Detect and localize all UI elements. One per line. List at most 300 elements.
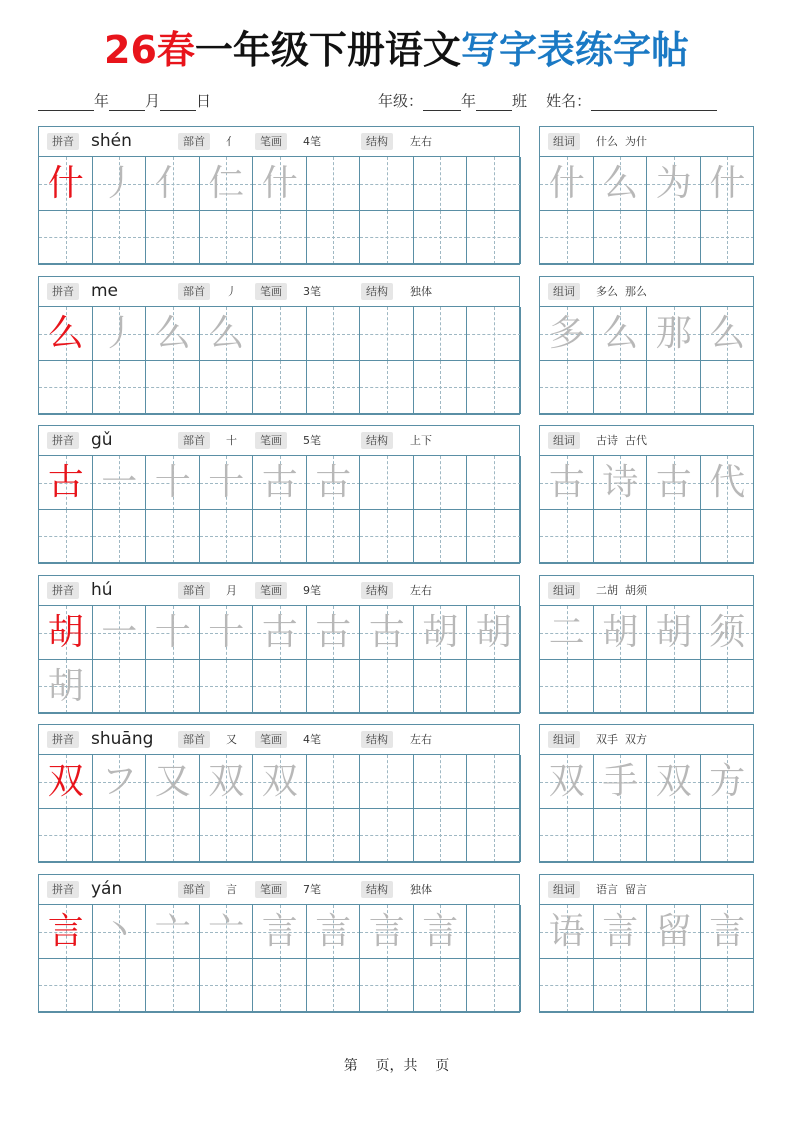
writing-cell[interactable]: [467, 157, 521, 211]
strokes-value: 5笔: [303, 434, 321, 447]
words-value: 古诗 古代: [596, 434, 647, 447]
writing-cell[interactable]: [93, 211, 147, 265]
cell-border: [307, 959, 361, 1013]
writing-cell[interactable]: [253, 307, 307, 361]
writing-cell[interactable]: [307, 905, 361, 959]
trace-character: 一: [101, 612, 138, 653]
word-cell[interactable]: [647, 755, 701, 809]
radical-value: 十: [226, 434, 237, 447]
cell-border: [360, 157, 414, 211]
month-blank[interactable]: [109, 95, 145, 111]
cell-border: [594, 660, 648, 714]
writing-cell[interactable]: [307, 755, 361, 809]
trace-character: 二: [548, 612, 585, 653]
writing-cell[interactable]: [414, 755, 468, 809]
character-card: [38, 724, 520, 863]
character-header: [39, 576, 519, 606]
pinyin-tag: 拼音: [47, 731, 79, 748]
trace-character: 代: [709, 462, 746, 503]
words-value: 语言 留言: [596, 883, 647, 896]
writing-cell[interactable]: [93, 959, 147, 1013]
cell-border: [467, 211, 521, 265]
strokes-value: 4笔: [303, 135, 321, 148]
writing-cell[interactable]: [93, 606, 147, 660]
word-cell[interactable]: [701, 809, 755, 863]
writing-cell[interactable]: [146, 809, 200, 863]
cell-border: [414, 157, 468, 211]
structure-value: 左右: [410, 135, 432, 148]
writing-cell[interactable]: [39, 361, 93, 415]
word-cell[interactable]: [701, 959, 755, 1013]
word-cell[interactable]: [647, 307, 701, 361]
structure-tag: 结构: [361, 582, 393, 599]
writing-cell[interactable]: [93, 456, 147, 510]
writing-cell[interactable]: [360, 456, 414, 510]
word-cell[interactable]: [647, 510, 701, 564]
trace-character: 言: [315, 911, 352, 952]
writing-cell[interactable]: [39, 456, 93, 510]
cell-border: [360, 211, 414, 265]
cell-border: [93, 959, 147, 1013]
trace-character: 十: [208, 462, 245, 503]
cell-border: [307, 809, 361, 863]
word-cell[interactable]: [540, 510, 594, 564]
word-cell[interactable]: [701, 606, 755, 660]
word-cell[interactable]: [594, 456, 648, 510]
writing-cell[interactable]: [146, 959, 200, 1013]
year-blank[interactable]: [38, 95, 94, 111]
cell-border: [540, 660, 594, 714]
writing-cell[interactable]: [253, 361, 307, 415]
trace-character: 双: [548, 761, 585, 802]
word-cell[interactable]: [594, 361, 648, 415]
class-label: 班: [512, 92, 528, 110]
structure-tag: 结构: [361, 133, 393, 150]
word-cell[interactable]: [701, 307, 755, 361]
writing-cell[interactable]: [200, 755, 254, 809]
writing-cell[interactable]: [200, 809, 254, 863]
cell-border: [146, 510, 200, 564]
word-cell[interactable]: [540, 959, 594, 1013]
grade-year-blank[interactable]: [423, 95, 461, 111]
word-cell[interactable]: [594, 755, 648, 809]
writing-cell[interactable]: [467, 211, 521, 265]
cell-border: [467, 456, 521, 510]
radical-value: 月: [226, 584, 237, 597]
cell-border: [414, 809, 468, 863]
cell-border: [414, 361, 468, 415]
writing-cell[interactable]: [360, 660, 414, 714]
cell-border: [146, 660, 200, 714]
word-cell[interactable]: [540, 456, 594, 510]
cell-border: [253, 809, 307, 863]
writing-cell[interactable]: [360, 959, 414, 1013]
model-character: 双: [47, 761, 84, 802]
structure-value: 独体: [410, 285, 432, 298]
word-cell[interactable]: [540, 157, 594, 211]
writing-cell[interactable]: [414, 211, 468, 265]
trace-character: 留: [655, 911, 692, 952]
word-cell[interactable]: [594, 660, 648, 714]
class-blank[interactable]: [476, 95, 512, 111]
cell-border: [467, 755, 521, 809]
cell-border: [647, 809, 701, 863]
pinyin-tag: 拼音: [47, 881, 79, 898]
word-cell[interactable]: [647, 456, 701, 510]
grade-year-label: 年: [461, 92, 477, 110]
character-header: [39, 725, 519, 755]
writing-cell[interactable]: [360, 510, 414, 564]
word-cell[interactable]: [540, 809, 594, 863]
writing-cell[interactable]: [414, 157, 468, 211]
character-header: [39, 127, 519, 157]
writing-cell[interactable]: [146, 361, 200, 415]
radical-tag: 部首: [178, 582, 210, 599]
cell-border: [647, 510, 701, 564]
writing-cell[interactable]: [414, 606, 468, 660]
writing-cell[interactable]: [467, 510, 521, 564]
word-cell[interactable]: [647, 211, 701, 265]
pinyin-tag: 拼音: [47, 432, 79, 449]
day-blank[interactable]: [160, 95, 196, 111]
word-cell[interactable]: [701, 510, 755, 564]
trace-character: 么: [154, 313, 191, 354]
strokes-tag: 笔画: [255, 881, 287, 898]
writing-cell[interactable]: [146, 905, 200, 959]
writing-cell[interactable]: [93, 660, 147, 714]
writing-cell[interactable]: [146, 510, 200, 564]
word-cell[interactable]: [647, 157, 701, 211]
trace-character: 胡: [475, 612, 512, 653]
writing-cell[interactable]: [307, 211, 361, 265]
cell-border: [540, 959, 594, 1013]
strokes-tag: 笔画: [255, 283, 287, 300]
trace-character: 胡: [602, 612, 639, 653]
writing-cell[interactable]: [93, 307, 147, 361]
structure-tag: 结构: [361, 731, 393, 748]
trace-character: 须: [709, 612, 746, 653]
word-cell[interactable]: [647, 361, 701, 415]
writing-cell[interactable]: [360, 157, 414, 211]
cell-border: [414, 456, 468, 510]
word-cell[interactable]: [594, 959, 648, 1013]
writing-cell[interactable]: [467, 361, 521, 415]
word-cell[interactable]: [540, 361, 594, 415]
writing-cell[interactable]: [146, 606, 200, 660]
writing-cell[interactable]: [253, 211, 307, 265]
strokes-tag: 笔画: [255, 731, 287, 748]
pinyin-value: shuāng: [91, 729, 154, 749]
writing-cell[interactable]: [253, 809, 307, 863]
word-cell[interactable]: [540, 755, 594, 809]
writing-cell[interactable]: [360, 307, 414, 361]
writing-cell[interactable]: [93, 510, 147, 564]
writing-cell[interactable]: [39, 510, 93, 564]
strokes-value: 4笔: [303, 733, 321, 746]
structure-value: 左右: [410, 584, 432, 597]
radical-tag: 部首: [178, 881, 210, 898]
cell-border: [253, 307, 307, 361]
cell-border: [701, 959, 755, 1013]
writing-cell[interactable]: [200, 307, 254, 361]
name-blank[interactable]: [591, 95, 717, 111]
word-cell[interactable]: [701, 211, 755, 265]
writing-cell[interactable]: [307, 456, 361, 510]
word-cell[interactable]: [647, 606, 701, 660]
word-cell[interactable]: [701, 660, 755, 714]
word-cell[interactable]: [701, 755, 755, 809]
writing-cell[interactable]: [39, 905, 93, 959]
cell-border: [467, 809, 521, 863]
model-character: 么: [47, 313, 84, 354]
cell-border: [307, 660, 361, 714]
cell-border: [200, 809, 254, 863]
cell-border: [701, 510, 755, 564]
writing-cell[interactable]: [414, 510, 468, 564]
words-card: [539, 874, 754, 1013]
words-card: [539, 425, 754, 564]
writing-cell[interactable]: [360, 361, 414, 415]
writing-cell[interactable]: [360, 905, 414, 959]
word-cell[interactable]: [540, 905, 594, 959]
cell-border: [93, 361, 147, 415]
writing-cell[interactable]: [39, 211, 93, 265]
trace-character: 一: [101, 462, 138, 503]
writing-cell[interactable]: [39, 755, 93, 809]
word-cell[interactable]: [647, 905, 701, 959]
writing-cell[interactable]: [146, 660, 200, 714]
writing-cell[interactable]: [307, 606, 361, 660]
word-cell[interactable]: [594, 157, 648, 211]
word-cell[interactable]: [594, 211, 648, 265]
word-cell[interactable]: [540, 211, 594, 265]
writing-cell[interactable]: [253, 959, 307, 1013]
writing-cell[interactable]: [253, 456, 307, 510]
word-cell[interactable]: [701, 456, 755, 510]
writing-cell[interactable]: [467, 660, 521, 714]
character-card: [38, 874, 520, 1013]
word-cell[interactable]: [540, 660, 594, 714]
writing-cell[interactable]: [307, 510, 361, 564]
writing-cell[interactable]: [467, 905, 521, 959]
trace-character: 古: [261, 612, 298, 653]
word-cell[interactable]: [701, 361, 755, 415]
cell-border: [467, 959, 521, 1013]
trace-character: 言: [368, 911, 405, 952]
radical-tag: 部首: [178, 133, 210, 150]
writing-cell[interactable]: [467, 755, 521, 809]
word-cell[interactable]: [594, 307, 648, 361]
writing-cell[interactable]: [253, 905, 307, 959]
writing-cell[interactable]: [39, 606, 93, 660]
radical-tag: 部首: [178, 432, 210, 449]
trace-character: 方: [709, 761, 746, 802]
trace-character: 么: [208, 313, 245, 354]
word-cell[interactable]: [594, 905, 648, 959]
writing-cell[interactable]: [93, 361, 147, 415]
writing-cell[interactable]: [467, 809, 521, 863]
title-practice: 写字表练字帖: [460, 28, 689, 72]
trace-character: 双: [208, 761, 245, 802]
cell-border: [253, 959, 307, 1013]
model-character: 古: [47, 462, 84, 503]
word-cell[interactable]: [647, 809, 701, 863]
radical-tag: 部首: [178, 731, 210, 748]
date-fields: [38, 90, 211, 111]
writing-cell[interactable]: [200, 959, 254, 1013]
writing-cell[interactable]: [200, 660, 254, 714]
writing-cell[interactable]: [200, 510, 254, 564]
trace-character: 胡: [655, 612, 692, 653]
writing-cell[interactable]: [414, 456, 468, 510]
trace-character: 又: [154, 761, 191, 802]
writing-cell[interactable]: [93, 755, 147, 809]
writing-cell[interactable]: [39, 307, 93, 361]
writing-cell[interactable]: [467, 959, 521, 1013]
cell-border: [467, 157, 521, 211]
writing-cell[interactable]: [200, 606, 254, 660]
writing-cell[interactable]: [414, 905, 468, 959]
character-card: [38, 276, 520, 415]
words-tag: 组词: [548, 731, 580, 748]
cell-border: [594, 959, 648, 1013]
writing-cell[interactable]: [307, 307, 361, 361]
writing-cell[interactable]: [39, 157, 93, 211]
cell-border: [467, 510, 521, 564]
strokes-value: 3笔: [303, 285, 321, 298]
cell-border: [594, 809, 648, 863]
writing-cell[interactable]: [146, 211, 200, 265]
cell-border: [307, 755, 361, 809]
writing-cell[interactable]: [414, 660, 468, 714]
cell-border: [647, 361, 701, 415]
words-tag: 组词: [548, 432, 580, 449]
words-tag: 组词: [548, 582, 580, 599]
pinyin-tag: 拼音: [47, 283, 79, 300]
pinyin-value: gǔ: [91, 430, 113, 450]
writing-cell[interactable]: [200, 361, 254, 415]
strokes-value: 7笔: [303, 883, 321, 896]
trace-character: 亠: [154, 911, 191, 952]
writing-cell[interactable]: [360, 606, 414, 660]
writing-cell[interactable]: [200, 157, 254, 211]
page-title: [0, 28, 793, 72]
writing-cell[interactable]: [146, 307, 200, 361]
writing-cell[interactable]: [253, 606, 307, 660]
cell-border: [414, 307, 468, 361]
writing-cell[interactable]: [467, 456, 521, 510]
structure-tag: 结构: [361, 283, 393, 300]
writing-cell[interactable]: [307, 959, 361, 1013]
trace-character: 丶: [101, 911, 138, 952]
writing-cell[interactable]: [360, 809, 414, 863]
writing-cell[interactable]: [307, 809, 361, 863]
cell-border: [200, 211, 254, 265]
day-label: 日: [196, 92, 212, 110]
writing-cell[interactable]: [200, 905, 254, 959]
writing-cell[interactable]: [93, 157, 147, 211]
writing-cell[interactable]: [39, 660, 93, 714]
writing-cell[interactable]: [360, 755, 414, 809]
word-cell[interactable]: [594, 606, 648, 660]
writing-cell[interactable]: [253, 755, 307, 809]
trace-character: 古: [655, 462, 692, 503]
words-card: [539, 724, 754, 863]
trace-character: 双: [655, 761, 692, 802]
cell-border: [307, 157, 361, 211]
word-cell[interactable]: [594, 809, 648, 863]
writing-cell[interactable]: [307, 660, 361, 714]
cell-border: [467, 307, 521, 361]
radical-value: 又: [226, 733, 237, 746]
writing-cell[interactable]: [414, 809, 468, 863]
writing-cell[interactable]: [39, 959, 93, 1013]
writing-cell[interactable]: [414, 959, 468, 1013]
month-label: 月: [145, 92, 161, 110]
writing-cell[interactable]: [360, 211, 414, 265]
cell-border: [414, 660, 468, 714]
word-cell[interactable]: [647, 660, 701, 714]
cell-border: [467, 361, 521, 415]
writing-cell[interactable]: [414, 361, 468, 415]
writing-cell[interactable]: [146, 456, 200, 510]
cell-border: [253, 361, 307, 415]
writing-cell[interactable]: [307, 157, 361, 211]
writing-cell[interactable]: [39, 809, 93, 863]
writing-cell[interactable]: [200, 211, 254, 265]
cell-border: [307, 211, 361, 265]
cell-border: [307, 510, 361, 564]
cell-border: [701, 809, 755, 863]
writing-cell[interactable]: [414, 307, 468, 361]
writing-cell[interactable]: [200, 456, 254, 510]
cell-border: [93, 510, 147, 564]
writing-cell[interactable]: [146, 755, 200, 809]
writing-cell[interactable]: [93, 809, 147, 863]
writing-cell[interactable]: [253, 510, 307, 564]
writing-cell[interactable]: [467, 606, 521, 660]
writing-cell[interactable]: [307, 361, 361, 415]
character-card: [38, 126, 520, 265]
model-character: 言: [47, 911, 84, 952]
writing-cell[interactable]: [253, 157, 307, 211]
trace-character: 么: [602, 163, 639, 204]
writing-cell[interactable]: [146, 157, 200, 211]
trace-character: 十: [208, 612, 245, 653]
page-footer: 第 页，共 页: [343, 1058, 450, 1074]
strokes-tag: 笔画: [255, 582, 287, 599]
word-cell[interactable]: [701, 157, 755, 211]
word-cell[interactable]: [701, 905, 755, 959]
cell-border: [594, 510, 648, 564]
word-cell[interactable]: [647, 959, 701, 1013]
word-cell[interactable]: [540, 307, 594, 361]
writing-cell[interactable]: [253, 660, 307, 714]
character-header: [39, 277, 519, 307]
writing-cell[interactable]: [93, 905, 147, 959]
words-value: 什么 为什: [596, 135, 647, 148]
cell-border: [594, 361, 648, 415]
writing-cell[interactable]: [467, 307, 521, 361]
cell-border: [39, 809, 93, 863]
trace-character: フ: [101, 761, 138, 802]
trace-character: 亻: [154, 163, 191, 204]
word-cell[interactable]: [594, 510, 648, 564]
words-value: 双手 双方: [596, 733, 647, 746]
cell-border: [360, 456, 414, 510]
cell-border: [200, 510, 254, 564]
word-cell[interactable]: [540, 606, 594, 660]
